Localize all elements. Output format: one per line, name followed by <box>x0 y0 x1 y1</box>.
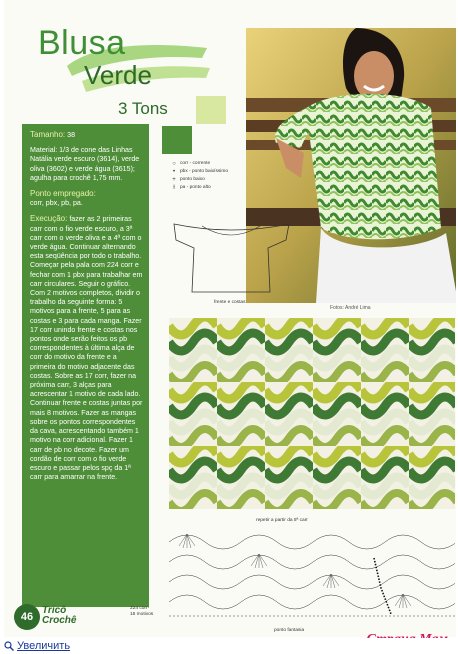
title-line3: 3 Tons <box>118 99 168 118</box>
double-crochet-symbol-icon: ƚ <box>173 185 175 191</box>
magazine-page <box>4 0 456 637</box>
chain-symbol-icon: ○ <box>172 161 176 167</box>
crochet-chart <box>169 528 455 624</box>
material-label: Material <box>30 146 56 155</box>
size-value: 38 <box>67 131 76 139</box>
points-text: corr, pbx, pb, pa. <box>30 199 83 208</box>
chart-count-caption: 224 corr- 16 motivos <box>130 606 154 617</box>
zoom-link[interactable] <box>4 640 70 652</box>
chart-title-caption: ponto fantasia <box>274 628 305 633</box>
size-label: Tamanho: <box>30 130 66 139</box>
slip-stitch-symbol-icon: • <box>172 169 176 175</box>
magnifier-icon <box>4 641 14 651</box>
zoom-link-label[interactable]: Увеличить <box>17 640 71 652</box>
repeat-caption: repetir a partir da 5ª carr <box>256 518 308 523</box>
stitch-sample-photo <box>169 318 455 509</box>
title-line2: Verde <box>84 60 152 90</box>
bodice-schematic <box>164 200 299 310</box>
stitch-sample-illustration <box>169 318 455 509</box>
legend-item: + ponto baixo <box>168 176 228 184</box>
bodice-caption: frente e costas <box>214 300 246 305</box>
single-crochet-symbol-icon: + <box>172 177 176 183</box>
color-swatch-mid <box>162 126 192 154</box>
execution-label: Execução: <box>30 214 68 224</box>
points-label: Ponto empregado: <box>30 189 96 199</box>
title-block <box>22 6 202 116</box>
instructions-panel <box>22 124 149 607</box>
photo-credit: Fotos: André Lima <box>330 305 371 311</box>
title-line1: Blusa <box>38 24 126 62</box>
execution-text: fazer as 2 primeiras carr com o fio verde escuro, a 3ª carr com o verde oliva e a 4ª com o verde água. Continuar alternando esta seqüência por todo o trabalho. Começar pela pala com 224 corr e fechar com 1 pbx para trabalhar em carr circulares. Seguir o gráfico. Com 2 motivos completos, dividir o trabalho da seguinte forma: 5 motivos para a frente, 5 para as costas e 3 para cada manga. Fazer 17 corr unindo frente e costas nos pontos onde serão feitos os pb correspondentes à última alça de corr do motivo da frente e a primeira do motivo adjacente das costas. Sobre as 17 corr, fazer na próxima carr, 3 alças para acrescentar 1 motivo de cada lado. Continuar frente e costas juntas por mais 8 motivos. Fazer as mangas sobre os pontos correspondentes da cava, acrescentando também 1 motivo na corr adicional. Fazer 1 carr de pb no decote. Fazer um cordão de corr com o fio verde escuro e passar pelos spç da 1ª carr para amarrar na frente. <box>30 215 143 482</box>
page-number-badge: 46 <box>14 604 40 630</box>
legend-item: ○ corr - corrente <box>168 160 228 168</box>
magazine-logo: Tricô Crochê <box>42 605 77 626</box>
color-swatch-light <box>196 96 226 124</box>
stitch-legend <box>168 160 228 192</box>
legend-item: ƚ pa - ponto alto <box>168 184 228 192</box>
material-text: : 1/3 de cone das Linhas Natália verde escuro (3614), verde oliva (3602) e verde água (3615); agulha para crochê 1,75 mm. <box>30 146 140 182</box>
legend-item: • pbx - ponto baixíssimo <box>168 168 228 176</box>
